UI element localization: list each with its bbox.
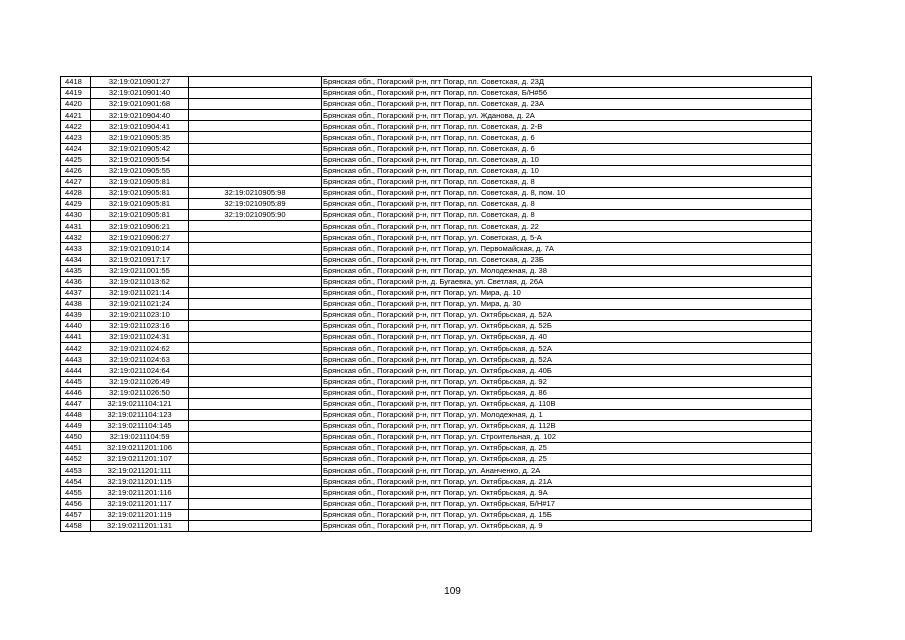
cadastral-number-cell: 32:19:0211024:63 (91, 354, 189, 365)
table-row (61, 321, 812, 332)
premises-cadastral-number-cell (189, 476, 322, 487)
address-cell: Брянская обл., Погарский р-н, пгт Погар, пл. Советская, д. 10 (322, 154, 812, 165)
cadastral-number-cell: 32:19:0211023:10 (91, 309, 189, 320)
address-cell: Брянская обл., Погарский р-н, пгт Погар, ул. Октябрьская, д. 52А (322, 354, 812, 365)
cadastral-number-cell: 32:19:0210906:27 (91, 232, 189, 243)
address-cell: Брянская обл., Погарский р-н, пгт Погар, ул. Мира, д. 30 (322, 298, 812, 309)
cadastral-number-cell: 32:19:0211024:31 (91, 332, 189, 343)
premises-cadastral-number-cell (189, 176, 322, 187)
premises-cadastral-number-cell (189, 265, 322, 276)
address-cell: Брянская обл., Погарский р-н, пгт Погар, пл. Советская, д. 8 (322, 176, 812, 187)
address-cell: Брянская обл., Погарский р-н, пгт Погар, ул. Первомайская, д. 7А (322, 243, 812, 254)
cadastral-number-cell: 32:19:0210905:81 (91, 187, 189, 198)
table-row (61, 199, 812, 210)
address-cell: Брянская обл., Погарский р-н, пгт Погар, ул. Октябрьская, д. 15Б (322, 509, 812, 520)
address-cell: Брянская обл., Погарский р-н, д. Бугаевка, ул. Светлая, д. 26А (322, 276, 812, 287)
address-cell: Брянская обл., Погарский р-н, пгт Погар, ул. Советская, д. 5-А (322, 232, 812, 243)
table-row (61, 99, 812, 110)
row-number-cell: 4429 (61, 199, 91, 210)
table-row (61, 88, 812, 99)
row-number-cell: 4448 (61, 409, 91, 420)
row-number-cell: 4456 (61, 498, 91, 509)
table-row (61, 420, 812, 431)
row-number-cell: 4445 (61, 376, 91, 387)
table-row (61, 487, 812, 498)
table-row (61, 77, 812, 88)
cadastral-number-cell: 32:19:0210904:40 (91, 110, 189, 121)
table-row (61, 309, 812, 320)
premises-cadastral-number-cell (189, 420, 322, 431)
premises-cadastral-number-cell (189, 520, 322, 531)
table-row (61, 509, 812, 520)
premises-cadastral-number-cell (189, 498, 322, 509)
row-number-cell: 4434 (61, 254, 91, 265)
address-cell: Брянская обл., Погарский р-н, пгт Погар, ул. Ананченко, д. 2А (322, 465, 812, 476)
cadastral-number-cell: 32:19:0211024:64 (91, 365, 189, 376)
address-cell: Брянская обл., Погарский р-н, пгт Погар, пл. Советская, д. 8 (322, 210, 812, 221)
premises-cadastral-number-cell (189, 77, 322, 88)
premises-cadastral-number-cell (189, 287, 322, 298)
address-cell: Брянская обл., Погарский р-н, пгт Погар, ул. Мира, д. 10 (322, 287, 812, 298)
table-row (61, 365, 812, 376)
cadastral-number-cell: 32:19:0211104:121 (91, 398, 189, 409)
address-cell: Брянская обл., Погарский р-н, пгт Погар, ул. Строительная, д. 102 (322, 432, 812, 443)
table-row (61, 287, 812, 298)
table-row (61, 221, 812, 232)
premises-cadastral-number-cell (189, 365, 322, 376)
premises-cadastral-number-cell (189, 398, 322, 409)
address-cell: Брянская обл., Погарский р-н, пгт Погар, ул. Октябрьская, д. 92 (322, 376, 812, 387)
address-cell: Брянская обл., Погарский р-н, пгт Погар, пл. Советская, д. 23Б (322, 254, 812, 265)
address-cell: Брянская обл., Погарский р-н, пгт Погар, ул. Октябрьская, д. 86 (322, 387, 812, 398)
cadastral-number-cell: 32:19:0211023:16 (91, 321, 189, 332)
row-number-cell: 4437 (61, 287, 91, 298)
table-row (61, 343, 812, 354)
cadastral-number-cell: 32:19:0210901:68 (91, 99, 189, 110)
table-row (61, 254, 812, 265)
table-row (61, 154, 812, 165)
table-row (61, 476, 812, 487)
row-number-cell: 4428 (61, 187, 91, 198)
row-number-cell: 4447 (61, 398, 91, 409)
table-row (61, 398, 812, 409)
row-number-cell: 4439 (61, 309, 91, 320)
address-cell: Брянская обл., Погарский р-н, пгт Погар, ул. Жданова, д. 2А (322, 110, 812, 121)
premises-cadastral-number-cell (189, 88, 322, 99)
row-number-cell: 4440 (61, 321, 91, 332)
premises-cadastral-number-cell (189, 354, 322, 365)
premises-cadastral-number-cell (189, 465, 322, 476)
row-number-cell: 4422 (61, 121, 91, 132)
address-cell: Брянская обл., Погарский р-н, пгт Погар, пл. Советская, д. 22 (322, 221, 812, 232)
cadastral-number-cell: 32:19:0211104:123 (91, 409, 189, 420)
address-cell: Брянская обл., Погарский р-н, пгт Погар, пл. Советская, д. 8, пом. 10 (322, 187, 812, 198)
row-number-cell: 4451 (61, 443, 91, 454)
premises-cadastral-number-cell (189, 309, 322, 320)
row-number-cell: 4432 (61, 232, 91, 243)
premises-cadastral-number-cell (189, 332, 322, 343)
row-number-cell: 4453 (61, 465, 91, 476)
cadastral-number-cell: 32:19:0210905:81 (91, 176, 189, 187)
premises-cadastral-number-cell (189, 443, 322, 454)
cadastral-number-cell: 32:19:0210901:27 (91, 77, 189, 88)
cadastral-number-cell: 32:19:0211001:55 (91, 265, 189, 276)
cadastral-number-cell: 32:19:0210905:54 (91, 154, 189, 165)
records-table (60, 76, 812, 532)
row-number-cell: 4418 (61, 77, 91, 88)
premises-cadastral-number-cell (189, 454, 322, 465)
address-cell: Брянская обл., Погарский р-н, пгт Погар, ул. Октябрьская, д. 25 (322, 454, 812, 465)
cadastral-number-cell: 32:19:0211104:59 (91, 432, 189, 443)
cadastral-number-cell: 32:19:0211024:62 (91, 343, 189, 354)
row-number-cell: 4433 (61, 243, 91, 254)
cadastral-number-cell: 32:19:0211104:145 (91, 420, 189, 431)
row-number-cell: 4423 (61, 132, 91, 143)
row-number-cell: 4450 (61, 432, 91, 443)
address-cell: Брянская обл., Погарский р-н, пгт Погар, пл. Советская, д. 2-В (322, 121, 812, 132)
premises-cadastral-number-cell (189, 487, 322, 498)
cadastral-number-cell: 32:19:0210905:55 (91, 165, 189, 176)
table-row (61, 132, 812, 143)
address-cell: Брянская обл., Погарский р-н, пгт Погар, пл. Советская, д. 6 (322, 132, 812, 143)
address-cell: Брянская обл., Погарский р-н, пгт Погар, ул. Октябрьская, д. 110В (322, 398, 812, 409)
address-cell: Брянская обл., Погарский р-н, пгт Погар, ул. Молодежная, д. 38 (322, 265, 812, 276)
address-cell: Брянская обл., Погарский р-н, пгт Погар, пл. Советская, д. 23Д (322, 77, 812, 88)
premises-cadastral-number-cell (189, 132, 322, 143)
address-cell: Брянская обл., Погарский р-н, пгт Погар, ул. Октябрьская, д. 25 (322, 443, 812, 454)
cadastral-number-cell: 32:19:0211201:116 (91, 487, 189, 498)
cadastral-number-cell: 32:19:0211026:50 (91, 387, 189, 398)
cadastral-number-cell: 32:19:0210905:42 (91, 143, 189, 154)
table-row (61, 165, 812, 176)
table-row (61, 298, 812, 309)
cadastral-number-cell: 32:19:0211201:106 (91, 443, 189, 454)
row-number-cell: 4443 (61, 354, 91, 365)
cadastral-number-cell: 32:19:0211201:111 (91, 465, 189, 476)
table-row (61, 232, 812, 243)
address-cell: Брянская обл., Погарский р-н, пгт Погар, ул. Октябрьская, д. 9А (322, 487, 812, 498)
table-row (61, 387, 812, 398)
address-cell: Брянская обл., Погарский р-н, пгт Погар, ул. Октябрьская, Б/Н#17 (322, 498, 812, 509)
row-number-cell: 4441 (61, 332, 91, 343)
premises-cadastral-number-cell (189, 143, 322, 154)
cadastral-number-cell: 32:19:0211201:131 (91, 520, 189, 531)
row-number-cell: 4424 (61, 143, 91, 154)
row-number-cell: 4457 (61, 509, 91, 520)
row-number-cell: 4431 (61, 221, 91, 232)
premises-cadastral-number-cell (189, 154, 322, 165)
cadastral-number-cell: 32:19:0211201:107 (91, 454, 189, 465)
cadastral-number-cell: 32:19:0210905:35 (91, 132, 189, 143)
premises-cadastral-number-cell: 32:19:0210905:98 (189, 187, 322, 198)
row-number-cell: 4449 (61, 420, 91, 431)
premises-cadastral-number-cell (189, 509, 322, 520)
premises-cadastral-number-cell (189, 343, 322, 354)
address-cell: Брянская обл., Погарский р-н, пгт Погар, пл. Советская, Б/Н#56 (322, 88, 812, 99)
premises-cadastral-number-cell: 32:19:0210905:90 (189, 210, 322, 221)
row-number-cell: 4454 (61, 476, 91, 487)
table-row (61, 121, 812, 132)
table-row (61, 187, 812, 198)
row-number-cell: 4419 (61, 88, 91, 99)
address-cell: Брянская обл., Погарский р-н, пгт Погар, пл. Советская, д. 23А (322, 99, 812, 110)
row-number-cell: 4458 (61, 520, 91, 531)
row-number-cell: 4436 (61, 276, 91, 287)
row-number-cell: 4438 (61, 298, 91, 309)
cadastral-number-cell: 32:19:0211026:49 (91, 376, 189, 387)
premises-cadastral-number-cell (189, 121, 322, 132)
row-number-cell: 4426 (61, 165, 91, 176)
table-row (61, 465, 812, 476)
row-number-cell: 4452 (61, 454, 91, 465)
table-row (61, 443, 812, 454)
premises-cadastral-number-cell (189, 387, 322, 398)
table-row (61, 376, 812, 387)
address-cell: Брянская обл., Погарский р-н, пгт Погар, ул. Октябрьская, д. 9 (322, 520, 812, 531)
premises-cadastral-number-cell (189, 165, 322, 176)
table-row (61, 332, 812, 343)
premises-cadastral-number-cell (189, 221, 322, 232)
records-table-body (61, 77, 812, 532)
table-row (61, 432, 812, 443)
page-number: 109 (444, 586, 461, 597)
table-row (61, 143, 812, 154)
cadastral-number-cell: 32:19:0210904:41 (91, 121, 189, 132)
premises-cadastral-number-cell (189, 276, 322, 287)
cadastral-number-cell: 32:19:0210906:21 (91, 221, 189, 232)
address-cell: Брянская обл., Погарский р-н, пгт Погар, ул. Молодежная, д. 1 (322, 409, 812, 420)
address-cell: Брянская обл., Погарский р-н, пгт Погар, ул. Октябрьская, д. 52А (322, 343, 812, 354)
cadastral-number-cell: 32:19:0211013:62 (91, 276, 189, 287)
cadastral-number-cell: 32:19:0211201:117 (91, 498, 189, 509)
row-number-cell: 4435 (61, 265, 91, 276)
table-row (61, 276, 812, 287)
table-row (61, 210, 812, 221)
premises-cadastral-number-cell (189, 110, 322, 121)
premises-cadastral-number-cell (189, 432, 322, 443)
row-number-cell: 4442 (61, 343, 91, 354)
address-cell: Брянская обл., Погарский р-н, пгт Погар, ул. Октябрьская, д. 40 (322, 332, 812, 343)
row-number-cell: 4455 (61, 487, 91, 498)
row-number-cell: 4430 (61, 210, 91, 221)
row-number-cell: 4420 (61, 99, 91, 110)
cadastral-number-cell: 32:19:0210905:81 (91, 210, 189, 221)
table-row (61, 498, 812, 509)
row-number-cell: 4444 (61, 365, 91, 376)
cadastral-number-cell: 32:19:0210905:81 (91, 199, 189, 210)
row-number-cell: 4446 (61, 387, 91, 398)
cadastral-number-cell: 32:19:0210910:14 (91, 243, 189, 254)
table-row (61, 409, 812, 420)
cadastral-number-cell: 32:19:0211201:119 (91, 509, 189, 520)
table-row (61, 454, 812, 465)
row-number-cell: 4427 (61, 176, 91, 187)
address-cell: Брянская обл., Погарский р-н, пгт Погар, ул. Октябрьская, д. 52Б (322, 321, 812, 332)
cadastral-number-cell: 32:19:0210917:17 (91, 254, 189, 265)
cadastral-number-cell: 32:19:0210901:40 (91, 88, 189, 99)
premises-cadastral-number-cell (189, 232, 322, 243)
premises-cadastral-number-cell (189, 254, 322, 265)
table-row (61, 110, 812, 121)
address-cell: Брянская обл., Погарский р-н, пгт Погар, ул. Октябрьская, д. 21А (322, 476, 812, 487)
premises-cadastral-number-cell (189, 409, 322, 420)
address-cell: Брянская обл., Погарский р-н, пгт Погар, пл. Советская, д. 6 (322, 143, 812, 154)
address-cell: Брянская обл., Погарский р-н, пгт Погар, пл. Советская, д. 10 (322, 165, 812, 176)
address-cell: Брянская обл., Погарский р-н, пгт Погар, ул. Октябрьская, д. 40Б (322, 365, 812, 376)
cadastral-number-cell: 32:19:0211021:14 (91, 287, 189, 298)
cadastral-number-cell: 32:19:0211201:115 (91, 476, 189, 487)
table-row (61, 176, 812, 187)
address-cell: Брянская обл., Погарский р-н, пгт Погар, ул. Октябрьская, д. 52А (322, 309, 812, 320)
premises-cadastral-number-cell: 32:19:0210905:89 (189, 199, 322, 210)
table-row (61, 520, 812, 531)
cadastral-number-cell: 32:19:0211021:24 (91, 298, 189, 309)
table-row (61, 243, 812, 254)
premises-cadastral-number-cell (189, 376, 322, 387)
premises-cadastral-number-cell (189, 321, 322, 332)
premises-cadastral-number-cell (189, 243, 322, 254)
row-number-cell: 4425 (61, 154, 91, 165)
table-row (61, 265, 812, 276)
address-cell: Брянская обл., Погарский р-н, пгт Погар, ул. Октябрьская, д. 112В (322, 420, 812, 431)
row-number-cell: 4421 (61, 110, 91, 121)
table-row (61, 354, 812, 365)
premises-cadastral-number-cell (189, 99, 322, 110)
address-cell: Брянская обл., Погарский р-н, пгт Погар, пл. Советская, д. 8 (322, 199, 812, 210)
premises-cadastral-number-cell (189, 298, 322, 309)
